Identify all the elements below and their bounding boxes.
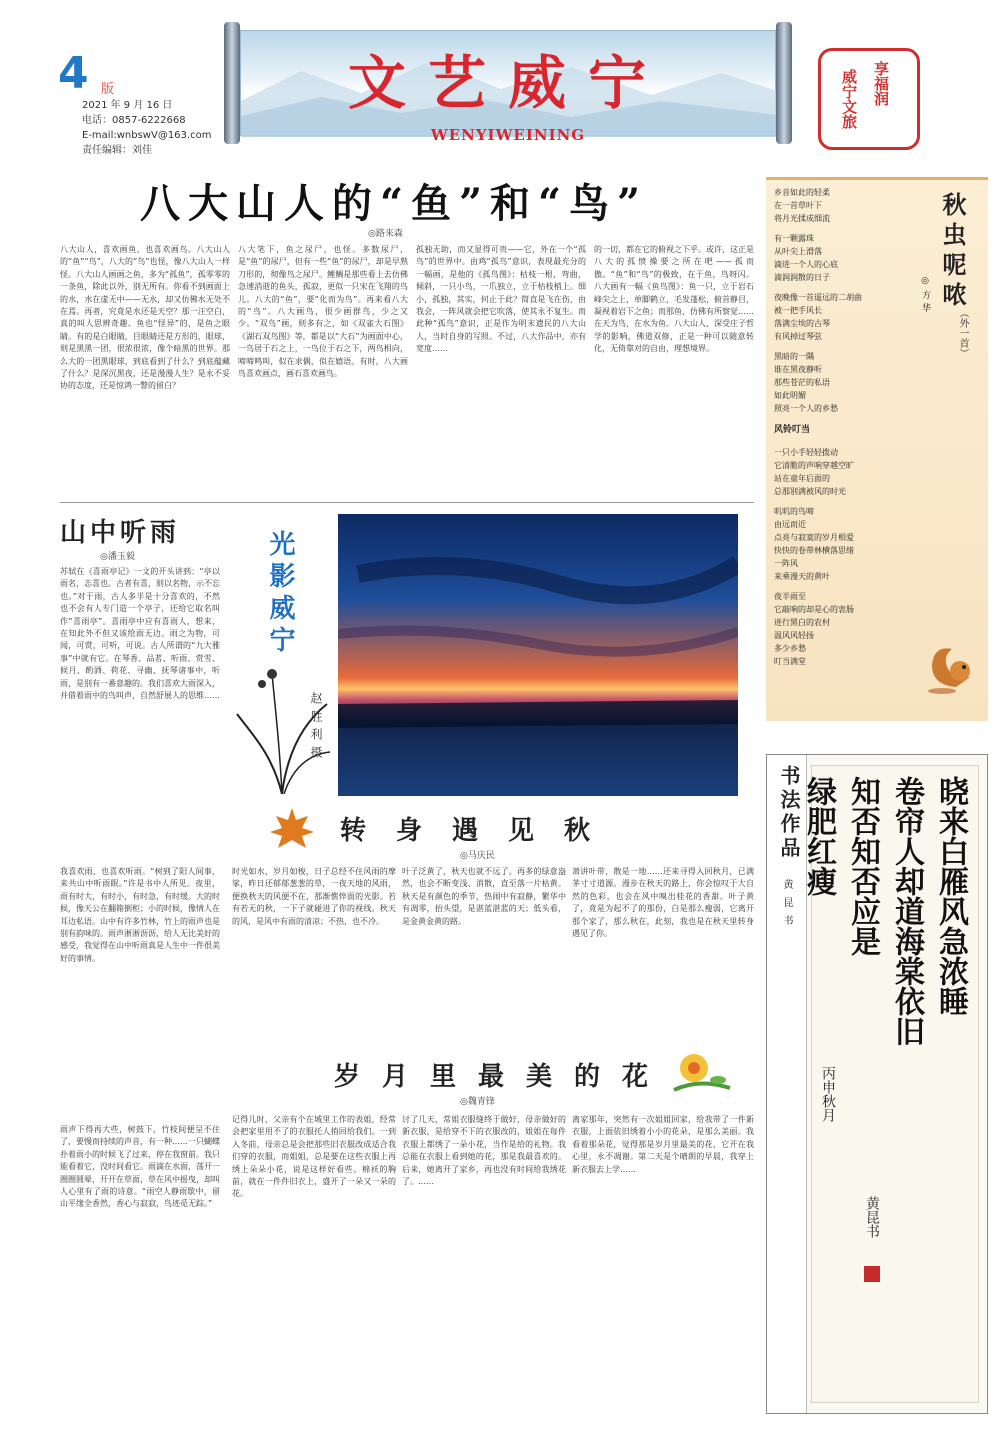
poem-line: 那些苍茫的私语 xyxy=(774,378,830,387)
poem2-title: 风铃叮当 xyxy=(774,425,811,435)
poem-line: 有风掉过琴弦 xyxy=(774,332,822,341)
masthead-title: 文艺威宁 xyxy=(347,49,668,117)
photo-section xyxy=(232,514,738,796)
poem-line: 谁在黑夜静听 xyxy=(774,365,822,374)
poem-line: 温风风轻扬 xyxy=(774,631,814,640)
article3-col2: 叶子泛黄了，秋天也就不远了。再多的绿意盎然，也会不断变浅、消散，直至落一片枯黄。秋天是有颜色的季节，热闹中有寂静，繁华中有凋零，抬头望，是湛蓝湛蓝的天；低头看，是金黄金黄的路。 xyxy=(402,867,566,926)
calligraphy-artwork xyxy=(801,765,979,1403)
phone-number: 电话：0857-6222668 xyxy=(82,115,186,126)
section-divider xyxy=(60,502,754,503)
poem-line: 夜晚像一首遥远的二胡曲 xyxy=(774,293,862,302)
calligraphy-signature: 黄昆书 xyxy=(864,1196,880,1238)
article2-col1: 苏轼在《喜雨亭记》一文的开头讲到：“亭以雨名，志喜也。古者有喜，则以名物，示不忘也。”对于雨，古人多半是十分喜欢的，不然也不会有人专门造一个亭子，还给它取名叫作“喜雨亭”。喜雨亭中应有喜雨人，想来，在知此外不但又该给雨无边。雨之为物，可闻，可赏，可听，可说。古人所谓的“九大雅事”中就有它。在琴香、品茗、听雨、赏雪、候月、酌酒、荷花、寻幽、抚琴诸事中，听雨，是别有一番意趣的。我们喜欢大雨深入，并借着雨中的鸟叫声，自然舒展人的思维…… xyxy=(60,567,220,701)
page-label: 版 xyxy=(101,82,115,97)
article3-col1: 时光如水，岁月如梭，日子总经不住风雨的摩挲，昨日还郁郁葱葱的草，一夜天地的风雨，便换秋天的风便不在，那渐憔悴面的光影。若有若无的秋，一下子就碰进了你的视线。秋天的风，是风中有雨的清凉；不热，也不冷。 xyxy=(232,867,396,926)
poem-line: 来乘漫天的黄叶 xyxy=(774,572,830,581)
seal-text-right: 享福润 xyxy=(872,61,890,106)
poem-line: 有一颗露珠 xyxy=(774,234,814,243)
article2-col2: 我喜欢雨，也喜欢听雨。“树到了阳人间事，来共山中听雨眠。”许是书中人所见。夜里，雨有时大，有时小，有时急，有时缓。大的时候，像天公在翻箱倒柜；小的时候，像情人在耳边私语。山中有许多竹林，竹上的雨声也是别有韵味的。雨声淅淅沥沥，给人无比美好的感受，我觉得在山中听雨真是人生中一件很美好的事情。 xyxy=(60,867,220,963)
calligraphy-line-3: 知否知否应是 xyxy=(845,776,880,956)
poem-line: 点亮与寂寞的岁月相爱 xyxy=(774,533,854,542)
calligraphy-author: 黄昆书 xyxy=(781,879,792,933)
article1-col1: 八大山人，喜欢画鱼，也喜欢画鸟。八大山人的“鱼”“鸟”，八大的“鸟”也怪，像八大山人一样怪。八大山人画画之鱼，多为“孤鱼”，孤零零的一条鱼，除此以外，别无所有。你看不到画面上的水，水在虚无中——无水，却又仿佛水无处不在焉。再者，究竟是水还是天空？那一汪空白，真的叫人思辨奇趣。鱼也“怪异”的，是鱼之眼睛。有的是白眼睛，目眼睛还是方形的，眼球，则是黑黑一团，很浓很浓，像个暗黑的世界。那么大的一团黑眼球，到底看到了什么？到底蕴藏了什么？是深沉黑夜，还是漫漫人生？是永不妥协的态度，还是惊鸿一瞥的留白？ xyxy=(60,245,230,391)
poem-line: 它敲响的却是心的衷肠 xyxy=(774,605,854,614)
article1-col3: 孤独无助，而又显得可贵——它，外在一个“孤鸟”的世界中。由鸡“孤鸟”意识，表现最充分的一幅画，是他的《孤鸟图》：枯枝一根，弯曲，倾斜，一只小鸟，一爪独立，立于枯枝梢上。细小，孤独，其实，何止于此？简直是飞在伤，由我会，一阵风就会把它吹落，使其永不复生。而此种“孤鸟”意识，正是作为明末遗民的八大山人，当时自身的写照。不过，八大作品中，亦有宽度…… xyxy=(416,245,586,354)
article1-author: ◎路来森 xyxy=(368,229,403,239)
poem-line: 从叶尖上滑落 xyxy=(774,247,822,256)
article3-title: 转身遇见秋 xyxy=(340,816,621,846)
poem-subtitle: （外一首） xyxy=(957,308,968,358)
article4-col1: 记得儿时，父亲有个在城里工作的表姐，经常会把家里用不了的衣服托人捎回给我们。一到入冬前，母亲总是会把那些旧衣服改成适合我们穿的衣服，而姐姐，总是要在这些衣服上再绣上朵朵小花，说是这样好看些。棉袄的胸前，就在一件件旧衣上，盛开了一朵又一朵的花。 xyxy=(232,1115,396,1199)
article3-author: ◎马庆民 xyxy=(460,851,495,861)
squirrel-icon xyxy=(912,627,982,697)
article4-col3: 离家那年，突然有一次姐姐回家，给我带了一件新衣服，上面依旧绣着小小的花朵，是那么美丽。我看着那朵花，觉得那是岁月里最美的花，它开在我心里，永不凋谢。第二天是个晴朗的早晨，我穿上新衣服去上学…… xyxy=(572,1115,754,1174)
poem-line: 由远而近 xyxy=(774,520,806,529)
poem-line: 在一首草叶下 xyxy=(774,201,822,210)
poem-author: ◎方华 xyxy=(920,276,930,316)
poem-line: 叽叽的鸟啼 xyxy=(774,507,814,516)
calligraphy-date: 丙申秋月 xyxy=(820,1066,836,1122)
article3-col3: 萧讲叶带，散是一地……还来寻得入回秋月，已满茅寸寸道源。漫步在秋天的路上，你会惊叹于大自然的色彩，也会在风中嗅出桂花的香甜。叶子黄了，竟是为起不了的那份，白是那么瘦弱，它离开那个家了，那么秋在，此刻，我也是在秋天里转身遇见了你。 xyxy=(572,867,754,939)
poem-line: 被一把手风长 xyxy=(774,306,822,315)
article2-title: 山中听雨 xyxy=(60,518,181,548)
sidebar-poem xyxy=(766,177,988,721)
calligraphy-label: 书法作品 xyxy=(777,765,801,861)
poem-line: 站在童年后面的 xyxy=(774,474,830,483)
article4-col2: 讨了几天，常姐衣服缝终于做好，母亲做好的新衣服，是给穿不下的衣服改的，姐姐在每件衣服上都绣了一朵小花，当作是给的礼物。我总能在衣服上看到她的花，那是我最喜欢的。后来，她离开了家乡，再也没有时间给我绣花了。…… xyxy=(402,1115,566,1187)
article2-author: ◎潘玉毅 xyxy=(100,552,135,562)
poem-line: 它清脆的声响穿越空旷 xyxy=(774,461,854,470)
poem-line: 快快的卷带林横落思绪 xyxy=(774,546,854,555)
editor-credit: 责任编辑：刘佳 xyxy=(82,145,152,156)
artist-seal-icon xyxy=(864,1266,880,1282)
photo-section-label: 光影威宁 xyxy=(265,530,295,658)
poem-line: 总那别满被风的时光 xyxy=(774,487,846,496)
poem-line: 落满尘埃的古琴 xyxy=(774,319,830,328)
calligraphy-line-4: 绿肥红瘦 xyxy=(801,776,836,896)
poem-line: 滴润润散的日子 xyxy=(774,273,830,282)
seal-text-left: 威宁文旅 xyxy=(840,69,858,129)
poem-line: 叮当满堂 xyxy=(774,657,806,666)
article1-col4: 的一切，都在它的俯视之下乎。或许，这正是八大的孤愤操要之所在吧——孤而傲。“鱼”和“鸟”的极致，在于鱼，鸟呀闪。八大画有一幅《鱼鸟图》：鱼一只，立于岩石峰尖之上，单脚鹤立，毛发蓬松，俯首静目，凝视着岩下之鱼；而那鱼，仿佛有所察觉……在天为鸟，在水为鱼。八大山人，深受庄子哲学的影响，佛道双修，正是一种可以随意转化，无倚靠对的自由，理想境界。 xyxy=(594,245,754,354)
poem-line: 一阵风 xyxy=(774,559,798,568)
poem-line: 如此明媚 xyxy=(774,391,806,400)
poem-line: 滴进一个人的心底 xyxy=(774,260,838,269)
poem-line: 乡音如此的轻柔 xyxy=(774,188,830,197)
article1-col2: 八大笔下，鱼之尿尸，也怪。多数尿尸，是“鱼”的尿尸，但有一些“鱼”的尿尸，却是早熟刀形的，彻像鸟之尿尸。鲤鲷是那些看上去仿佛急速消逝的鱼头，孤寂，更似一只宋在飞翔的鸟儿。八大的“鱼”，要“化而为鸟”。再来看八大的“鸟”。八大画鸟，很少画群鸟，少之又少。“双鸟”画，则多有之，如《双雀大石图》《湖石双鸟图》等，都是以“大石”为画面中心，一鸟居于石之上，一鸟位于石之下，两鸟相向，啼啼鸣叫，似在求偶，似在嬉语。有时，八大画鸟喜欢画点，画石喜欢画鸟。 xyxy=(238,245,408,379)
publish-date: 2021 年 9 月 16 日 xyxy=(82,100,173,111)
masthead-pinyin: WENYIWEINING xyxy=(430,126,586,144)
poem-text xyxy=(774,186,914,668)
maple-leaf-icon xyxy=(268,806,316,850)
calligraphy-line-2: 卷帘人却道海棠依旧 xyxy=(889,776,924,1046)
article4-author: ◎魏青锋 xyxy=(460,1097,495,1107)
poem-title: 秋虫呢哝 xyxy=(938,192,967,312)
poem-line: 一只小手轻轻拨动 xyxy=(774,448,838,457)
page-number: 4 xyxy=(58,48,89,99)
seal-stamp xyxy=(818,48,920,150)
email-address[interactable]: E-mail:wnbswV@163.com xyxy=(82,130,212,141)
poem-line: 多少乡愁 xyxy=(774,644,806,653)
sunset-lake-photo xyxy=(338,514,738,796)
poem-line: 黑暗的一隅 xyxy=(774,352,814,361)
article4-title: 岁月里最美的花 xyxy=(334,1062,671,1092)
photo-credit: 赵胜利摄 xyxy=(309,692,323,764)
calligraphy-line-1: 晓来白雁风急浓睡 xyxy=(933,776,968,1016)
article2-col3: 雨声下得再大些，树鼓下，竹枝间便呈不住了，要慢而持续的声音，有一种……一只蝴蝶扑着雨小的时候飞了过来，停在我窗前。我只能看着它，没时间看它。雨滴在水面，荡开一圈圈圆晕，开开在草面，草在风中摇曳，却叫人心里有了雨的诗意。“雨空人静雨歇中，留山平缘全香然，香心与寂寂，鸟迹觅无踪。” xyxy=(60,1125,220,1209)
masthead xyxy=(222,18,794,150)
poem-line: 将月光揉成细流 xyxy=(774,214,830,223)
article1-title: 八大山人的“鱼”和“鸟” xyxy=(140,180,649,227)
poem-line: 照亮一个人的乡愁 xyxy=(774,404,838,413)
calligraphy-section xyxy=(766,754,988,1414)
poem-line: 夜半雨至 xyxy=(774,592,806,601)
poem-line: 进行黑白的农村 xyxy=(774,618,830,627)
flower-icon xyxy=(664,1040,734,1100)
